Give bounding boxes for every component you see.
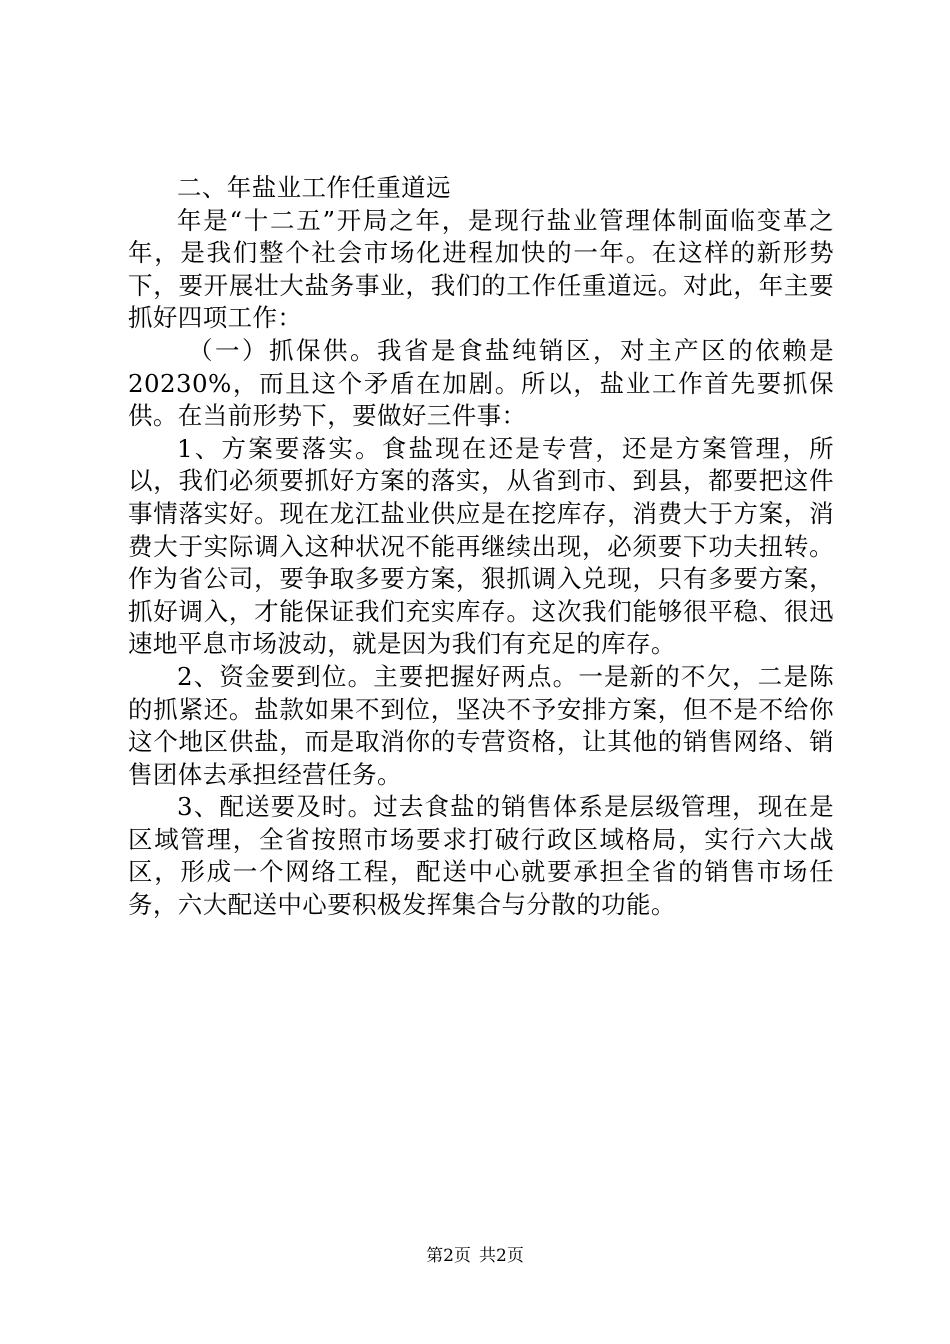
paragraph-funds: 2、资金要到位。主要把握好两点。一是新的不欠，二是陈的抓紧还。盐款如果不到位，坚决不予安排方案，但不是不给你这个地区供盐，而是取消你的专营资格，让其他的销售网络、销售团体去承担经营任务。: [128, 661, 834, 789]
page-total: 共2页: [479, 1246, 524, 1266]
document-body: [128, 172, 834, 922]
page-footer: [0, 1245, 950, 1267]
paragraph-intro: 年是“十二五”开局之年，是现行盐业管理体制面临变革之年，是我们整个社会市场化进程加快的一年。在这样的新形势下，要开展壮大盐务事业，我们的工作任重道远。对此，年主要抓好四项工作：: [128, 205, 834, 333]
paragraph-supply: （一）抓保供。我省是食盐纯销区，对主产区的依赖是20230%，而且这个矛盾在加剧。所以，盐业工作首先要抓保供。在当前形势下，要做好三件事：: [128, 335, 834, 431]
paragraph-plan: 1、方案要落实。食盐现在还是专营，还是方案管理，所以，我们必须要抓好方案的落实，从省到市、到县，都要把这件事情落实好。现在龙江盐业供应是在挖库存，消费大于方案，消费大于实际调入这种状况不能再继续出现，必须要下功夫扭转。作为省公司，要争取多要方案，狠抓调入兑现，只有多要方案，抓好调入，才能保证我们充实库存。这次我们能够很平稳、很迅速地平息市场波动，就是因为我们有充足的库存。: [128, 433, 834, 659]
section-heading: 二、年盐业工作任重道远: [177, 173, 451, 202]
paragraph-delivery: 3、配送要及时。过去食盐的销售体系是层级管理，现在是区域管理，全省按照市场要求打破行政区域格局，实行六大战区，形成一个网络工程，配送中心就要承担全省的销售市场任务，六大配送中心要积极发挥集合与分散的功能。: [128, 792, 834, 920]
page-number: 第2页: [426, 1246, 471, 1266]
